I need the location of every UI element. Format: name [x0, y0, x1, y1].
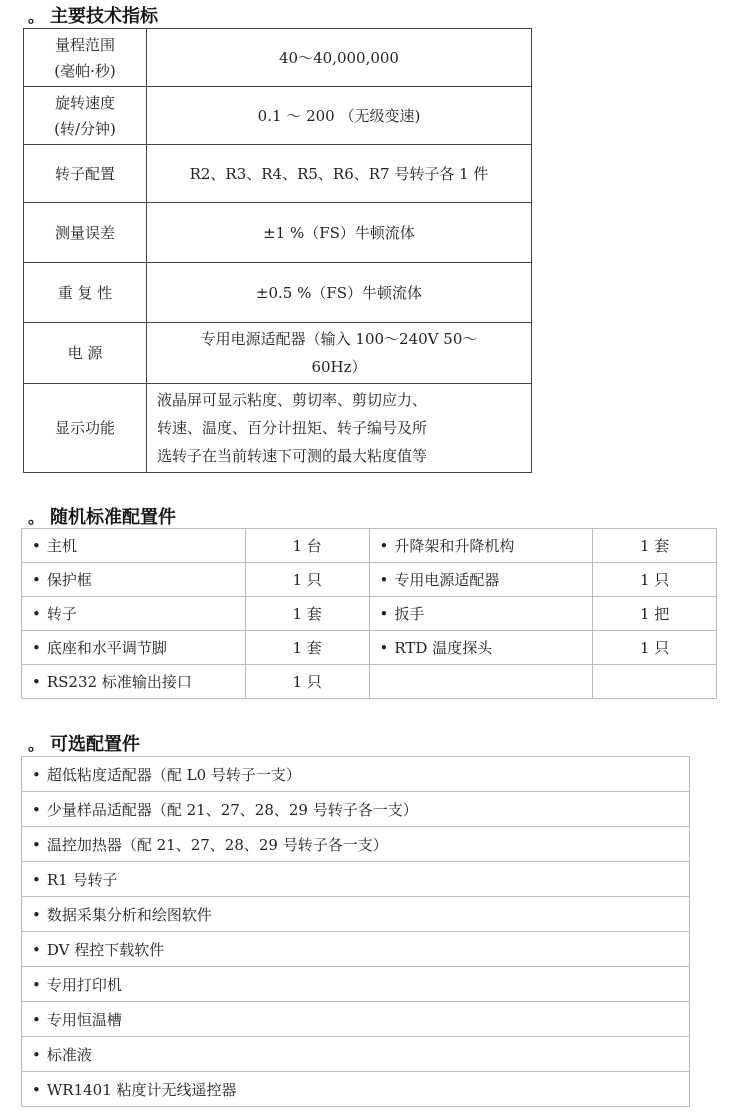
standard-config-table: [21, 528, 717, 699]
standard-item: [22, 631, 246, 665]
standard-row: [22, 529, 717, 563]
standard-item-quantity: 1 只: [593, 563, 717, 597]
spec-value: ±1 %（FS）牛顿流体: [147, 203, 532, 263]
standard-item: [369, 665, 593, 699]
standard-item-quantity: 1 只: [245, 665, 369, 699]
optional-item-label: 温控加热器（配 21、27、28、29 号转子各一支）: [46, 835, 388, 854]
bullet-icon: •: [32, 1045, 41, 1064]
spec-row: [24, 87, 532, 145]
standard-item: [369, 529, 593, 563]
optional-item-label: 专用恒温槽: [46, 1010, 122, 1029]
standard-item-quantity: [593, 665, 717, 699]
spec-label: 量程范围 (毫帕·秒): [24, 29, 147, 87]
standard-item-label: RTD 温度探头: [394, 639, 493, 657]
bullet-icon: •: [32, 1080, 41, 1099]
standard-item-label: RS232 标准输出接口: [46, 673, 192, 691]
optional-item-label: 专用打印机: [46, 975, 122, 994]
bullet-icon: •: [32, 870, 41, 889]
optional-item-label: 少量样品适配器（配 21、27、28、29 号转子各一支）: [46, 800, 418, 819]
standard-item-quantity: 1 台: [245, 529, 369, 563]
standard-item-label: 转子: [46, 605, 77, 623]
optional-row: [22, 967, 690, 1002]
optional-item: [22, 897, 690, 932]
optional-row: [22, 757, 690, 792]
bullet-icon: •: [32, 673, 41, 691]
standard-item-label: 底座和水平调节脚: [46, 639, 167, 657]
bullet-icon: •: [32, 835, 41, 854]
standard-row: [22, 631, 717, 665]
spec-value: 专用电源适配器（输入 100～240V 50～ 60Hz）: [147, 323, 532, 384]
standard-row: [22, 665, 717, 699]
optional-item-label: DV 程控下载软件: [46, 940, 165, 959]
optional-item-label: 标准液: [46, 1045, 92, 1064]
specs-section-title: 。 主要技术指标: [28, 6, 159, 27]
optional-item: [22, 932, 690, 967]
optional-row: [22, 792, 690, 827]
optional-item-label: WR1401 粘度计无线遥控器: [46, 1080, 237, 1099]
standard-item-label: 保护框: [46, 571, 92, 589]
standard-item-quantity: 1 套: [245, 631, 369, 665]
bullet-icon: •: [32, 975, 41, 994]
optional-section-title: 。 可选配置件: [28, 734, 141, 755]
standard-item: [369, 597, 593, 631]
spec-label: 旋转速度 (转/分钟): [24, 87, 147, 145]
standard-item: [22, 563, 246, 597]
bullet-icon: •: [32, 765, 41, 784]
spec-row: [24, 384, 532, 473]
spec-label: 电 源: [24, 323, 147, 384]
section-bullet-icon: 。: [28, 508, 45, 527]
spec-row: [24, 263, 532, 323]
standard-item-label: 专用电源适配器: [394, 571, 500, 589]
spec-label: 转子配置: [24, 145, 147, 203]
optional-row: [22, 862, 690, 897]
standard-row: [22, 597, 717, 631]
standard-item-label: 升降架和升降机构: [394, 537, 515, 555]
bullet-icon: •: [32, 905, 41, 924]
standard-item-quantity: 1 只: [245, 563, 369, 597]
optional-item-label: 超低粘度适配器（配 L0 号转子一支）: [46, 765, 301, 784]
optional-item-label: R1 号转子: [46, 870, 118, 889]
optional-item: [22, 757, 690, 792]
optional-row: [22, 827, 690, 862]
optional-item: [22, 1002, 690, 1037]
standard-item-label: 扳手: [394, 605, 425, 623]
spec-label: 重 复 性: [24, 263, 147, 323]
optional-row: [22, 897, 690, 932]
standard-item: [22, 597, 246, 631]
specs-table: [23, 28, 532, 473]
optional-item: [22, 827, 690, 862]
bullet-icon: •: [32, 605, 41, 623]
optional-row: [22, 932, 690, 967]
spec-row: [24, 145, 532, 203]
optional-item: [22, 862, 690, 897]
optional-config-table: [21, 756, 690, 1107]
spec-value: 0.1 ～ 200 （无级变速): [147, 87, 532, 145]
standard-item: [22, 529, 246, 563]
bullet-icon: •: [32, 571, 41, 589]
optional-item: [22, 1037, 690, 1072]
bullet-icon: •: [379, 537, 389, 555]
standard-item-quantity: 1 套: [245, 597, 369, 631]
standard-item: [369, 563, 593, 597]
spec-label: 显示功能: [24, 384, 147, 473]
section-bullet-icon: 。: [28, 7, 45, 26]
standard-item: [22, 665, 246, 699]
bullet-icon: •: [379, 639, 389, 657]
standard-item: [369, 631, 593, 665]
optional-row: [22, 1037, 690, 1072]
spec-label: 测量误差: [24, 203, 147, 263]
spec-value: ±0.5 %（FS）牛顿流体: [147, 263, 532, 323]
optional-row: [22, 1002, 690, 1037]
bullet-icon: •: [32, 1010, 41, 1029]
spec-value: R2、R3、R4、R5、R6、R7 号转子各 1 件: [147, 145, 532, 203]
optional-row: [22, 1072, 690, 1107]
spec-row: [24, 203, 532, 263]
standard-item-label: 主机: [46, 537, 77, 555]
spec-row: [24, 323, 532, 384]
spec-value: 液晶屏可显示粘度、剪切率、剪切应力、 转速、温度、百分计扭矩、转子编号及所 选转子在当前转速下可测的最大粘度值等: [147, 384, 532, 473]
spec-value: 40～40,000,000: [147, 29, 532, 87]
optional-item: [22, 967, 690, 1002]
bullet-icon: •: [32, 537, 41, 555]
spec-row: [24, 29, 532, 87]
standard-item-quantity: 1 只: [593, 631, 717, 665]
optional-item-label: 数据采集分析和绘图软件: [46, 905, 212, 924]
section-bullet-icon: 。: [28, 735, 45, 754]
bullet-icon: •: [379, 605, 389, 623]
bullet-icon: •: [32, 800, 41, 819]
bullet-icon: •: [32, 639, 41, 657]
bullet-icon: •: [32, 940, 41, 959]
standard-section-title: 。 随机标准配置件: [28, 507, 177, 528]
standard-item-quantity: 1 把: [593, 597, 717, 631]
bullet-icon: •: [379, 571, 389, 589]
optional-item: [22, 792, 690, 827]
optional-item: [22, 1072, 690, 1107]
standard-item-quantity: 1 套: [593, 529, 717, 563]
standard-row: [22, 563, 717, 597]
